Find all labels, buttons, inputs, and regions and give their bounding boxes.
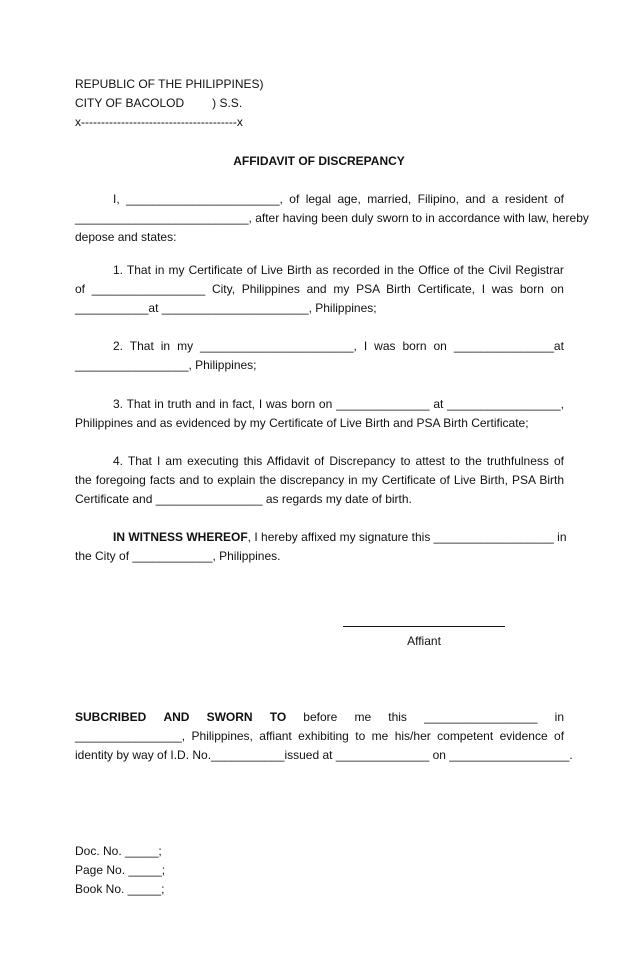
word: to (412, 211, 423, 225)
word: in (425, 211, 435, 225)
word: Certificate, (417, 282, 475, 296)
para4-line-1 (113, 452, 564, 471)
word: Birth (386, 282, 411, 296)
word: been (321, 211, 348, 225)
word: a (491, 192, 499, 206)
word: of (246, 263, 257, 277)
word: in (384, 263, 394, 277)
word: legal (305, 192, 332, 206)
word: of (554, 729, 565, 743)
word: to (449, 454, 460, 468)
header-republic: REPUBLIC OF THE PHILIPPINES) (75, 77, 264, 91)
page-number: Page No. _____; (75, 863, 166, 877)
word: That (129, 339, 154, 353)
word: of (75, 282, 86, 296)
doc-number: Doc. No. _____; (75, 844, 162, 858)
para2-line-2: _________________, Philippines; (75, 358, 257, 372)
subscribed-line-3: identity by way of I.D. No.___________issued at ______________ on __________________. (75, 748, 573, 762)
word: City, (211, 282, 236, 296)
word: am (165, 454, 183, 468)
word: PSA (356, 282, 380, 296)
book-number: Book No. _____; (75, 882, 165, 896)
para4-line-3: Certificate and ________________ as regards my date of birth. (75, 492, 412, 506)
word: accordance (438, 211, 501, 225)
word: in (160, 339, 171, 353)
affiant-label: Affiant (407, 634, 441, 648)
word: born (519, 282, 544, 296)
word: at (433, 397, 444, 411)
word: I (363, 339, 368, 353)
word: and (179, 473, 200, 487)
word: of (314, 454, 325, 468)
word: sworn (376, 211, 409, 225)
word: duly (351, 211, 374, 225)
word: Office (418, 263, 450, 277)
para3-line-1 (113, 395, 564, 414)
word: discrepancy (280, 473, 345, 487)
word: to (355, 729, 366, 743)
word: Birth (286, 263, 312, 277)
word: my (168, 263, 185, 277)
word: _________________, (447, 397, 564, 411)
para4-line-2 (75, 471, 564, 490)
word: truthfulness (486, 454, 549, 468)
word: fact, (232, 397, 256, 411)
word: and (306, 282, 327, 296)
word: Live (453, 473, 476, 487)
affiant-signature-line (343, 626, 505, 627)
word: Philippines, (191, 729, 253, 743)
word: attest (415, 454, 445, 468)
word: I (156, 454, 161, 468)
word: this (243, 454, 263, 468)
word: Filipino, (417, 192, 459, 206)
header-city-name: CITY OF BACOLOD (75, 96, 185, 110)
header-ss: ) S.S. (212, 96, 243, 110)
word: law, (528, 211, 549, 225)
word: to (203, 473, 214, 487)
witness-bold: IN WITNESS WHEREOF (113, 530, 248, 544)
subscribed-line-1: SUBCRIBED AND SWORN TO before me this _________________ in (75, 710, 564, 724)
para1-line-3: ___________at ______________________, Philippines; (75, 301, 377, 315)
intro-line-2 (75, 209, 589, 228)
word: I (481, 282, 486, 296)
word: I, (113, 192, 120, 206)
word: Certificate (381, 473, 436, 487)
header-separator: x---------------------------------------x (75, 115, 243, 129)
word: of (439, 473, 450, 487)
word: 3. (113, 397, 124, 411)
word: me (371, 729, 389, 743)
word: after (255, 211, 280, 225)
document-title: AFFIDAVIT OF DISCREPANCY (233, 154, 405, 168)
word: That (127, 454, 152, 468)
word: _______________at (453, 339, 564, 353)
word: 1. (113, 263, 124, 277)
word: of (289, 192, 300, 206)
word: age, (337, 192, 361, 206)
word: exhibiting (298, 729, 349, 743)
word: executing (187, 454, 239, 468)
word: Civil (488, 263, 512, 277)
word: born (402, 339, 427, 353)
word: was (374, 339, 396, 353)
word: That (126, 263, 151, 277)
word: having (282, 211, 318, 225)
para2-line-1 (113, 337, 564, 356)
word: 2. (113, 339, 124, 353)
word: my (333, 282, 350, 296)
word: _______________________, (200, 339, 357, 353)
word: resident (504, 192, 548, 206)
header-city (75, 94, 242, 113)
word: to (400, 454, 411, 468)
para3-line-2: Philippines and as evidenced by my Certificate of Live Birth and PSA Birth Certificate; (75, 416, 529, 430)
intro-line-3: depose and states: (75, 230, 177, 244)
word: born (291, 397, 316, 411)
word: _________________ (91, 282, 206, 296)
word: the (467, 263, 485, 277)
word: hereby (552, 211, 589, 225)
word: Registrar (515, 263, 564, 277)
word: Discrepancy (329, 454, 396, 468)
word: in (154, 397, 164, 411)
word: Birth, (479, 473, 508, 487)
word: the (397, 263, 415, 277)
word: in (348, 473, 358, 487)
word: in (219, 397, 229, 411)
word: Live (260, 263, 283, 277)
word: Philippines (241, 282, 300, 296)
intro-line-1 (113, 190, 564, 209)
word: on (318, 397, 333, 411)
word: affiant (259, 729, 292, 743)
word: as (315, 263, 329, 277)
word: of (553, 454, 564, 468)
word: 4. (113, 454, 124, 468)
word: his/her (394, 729, 431, 743)
word: ________________, (75, 729, 186, 743)
word: on (550, 282, 564, 296)
word: my (177, 339, 194, 353)
word: the (465, 454, 482, 468)
word: I (258, 397, 263, 411)
word: married, (367, 192, 412, 206)
word: in (155, 263, 165, 277)
word: my (361, 473, 378, 487)
word: with (503, 211, 525, 225)
word: facts (149, 473, 176, 487)
word: truth (167, 397, 192, 411)
word: was (265, 397, 288, 411)
word: the (75, 473, 92, 487)
word: the (259, 473, 277, 487)
word: Certificate (188, 263, 243, 277)
word: and (195, 397, 216, 411)
word: competent (437, 729, 494, 743)
word: and (465, 192, 486, 206)
word: of (453, 263, 464, 277)
para1-line-1 (113, 261, 564, 280)
word: __________________________, (75, 211, 252, 225)
word: was (491, 282, 514, 296)
word: on (433, 339, 447, 353)
word: Affidavit (266, 454, 310, 468)
word: foregoing (95, 473, 146, 487)
word: explain (217, 473, 256, 487)
witness-line-1: IN WITNESS WHEREOF, I hereby affixed my signature this __________________ in (113, 530, 567, 544)
word: ______________ (336, 397, 430, 411)
witness-line-2: the City of ____________, Philippines. (75, 549, 281, 563)
word: evidence (499, 729, 548, 743)
word: PSA (511, 473, 536, 487)
word: of (553, 192, 564, 206)
word: _______________________, (126, 192, 283, 206)
word: Birth (539, 473, 565, 487)
subscribed-line-2 (75, 727, 564, 746)
para1-line-2 (75, 280, 564, 299)
word: That (126, 397, 151, 411)
word: recorded (332, 263, 380, 277)
